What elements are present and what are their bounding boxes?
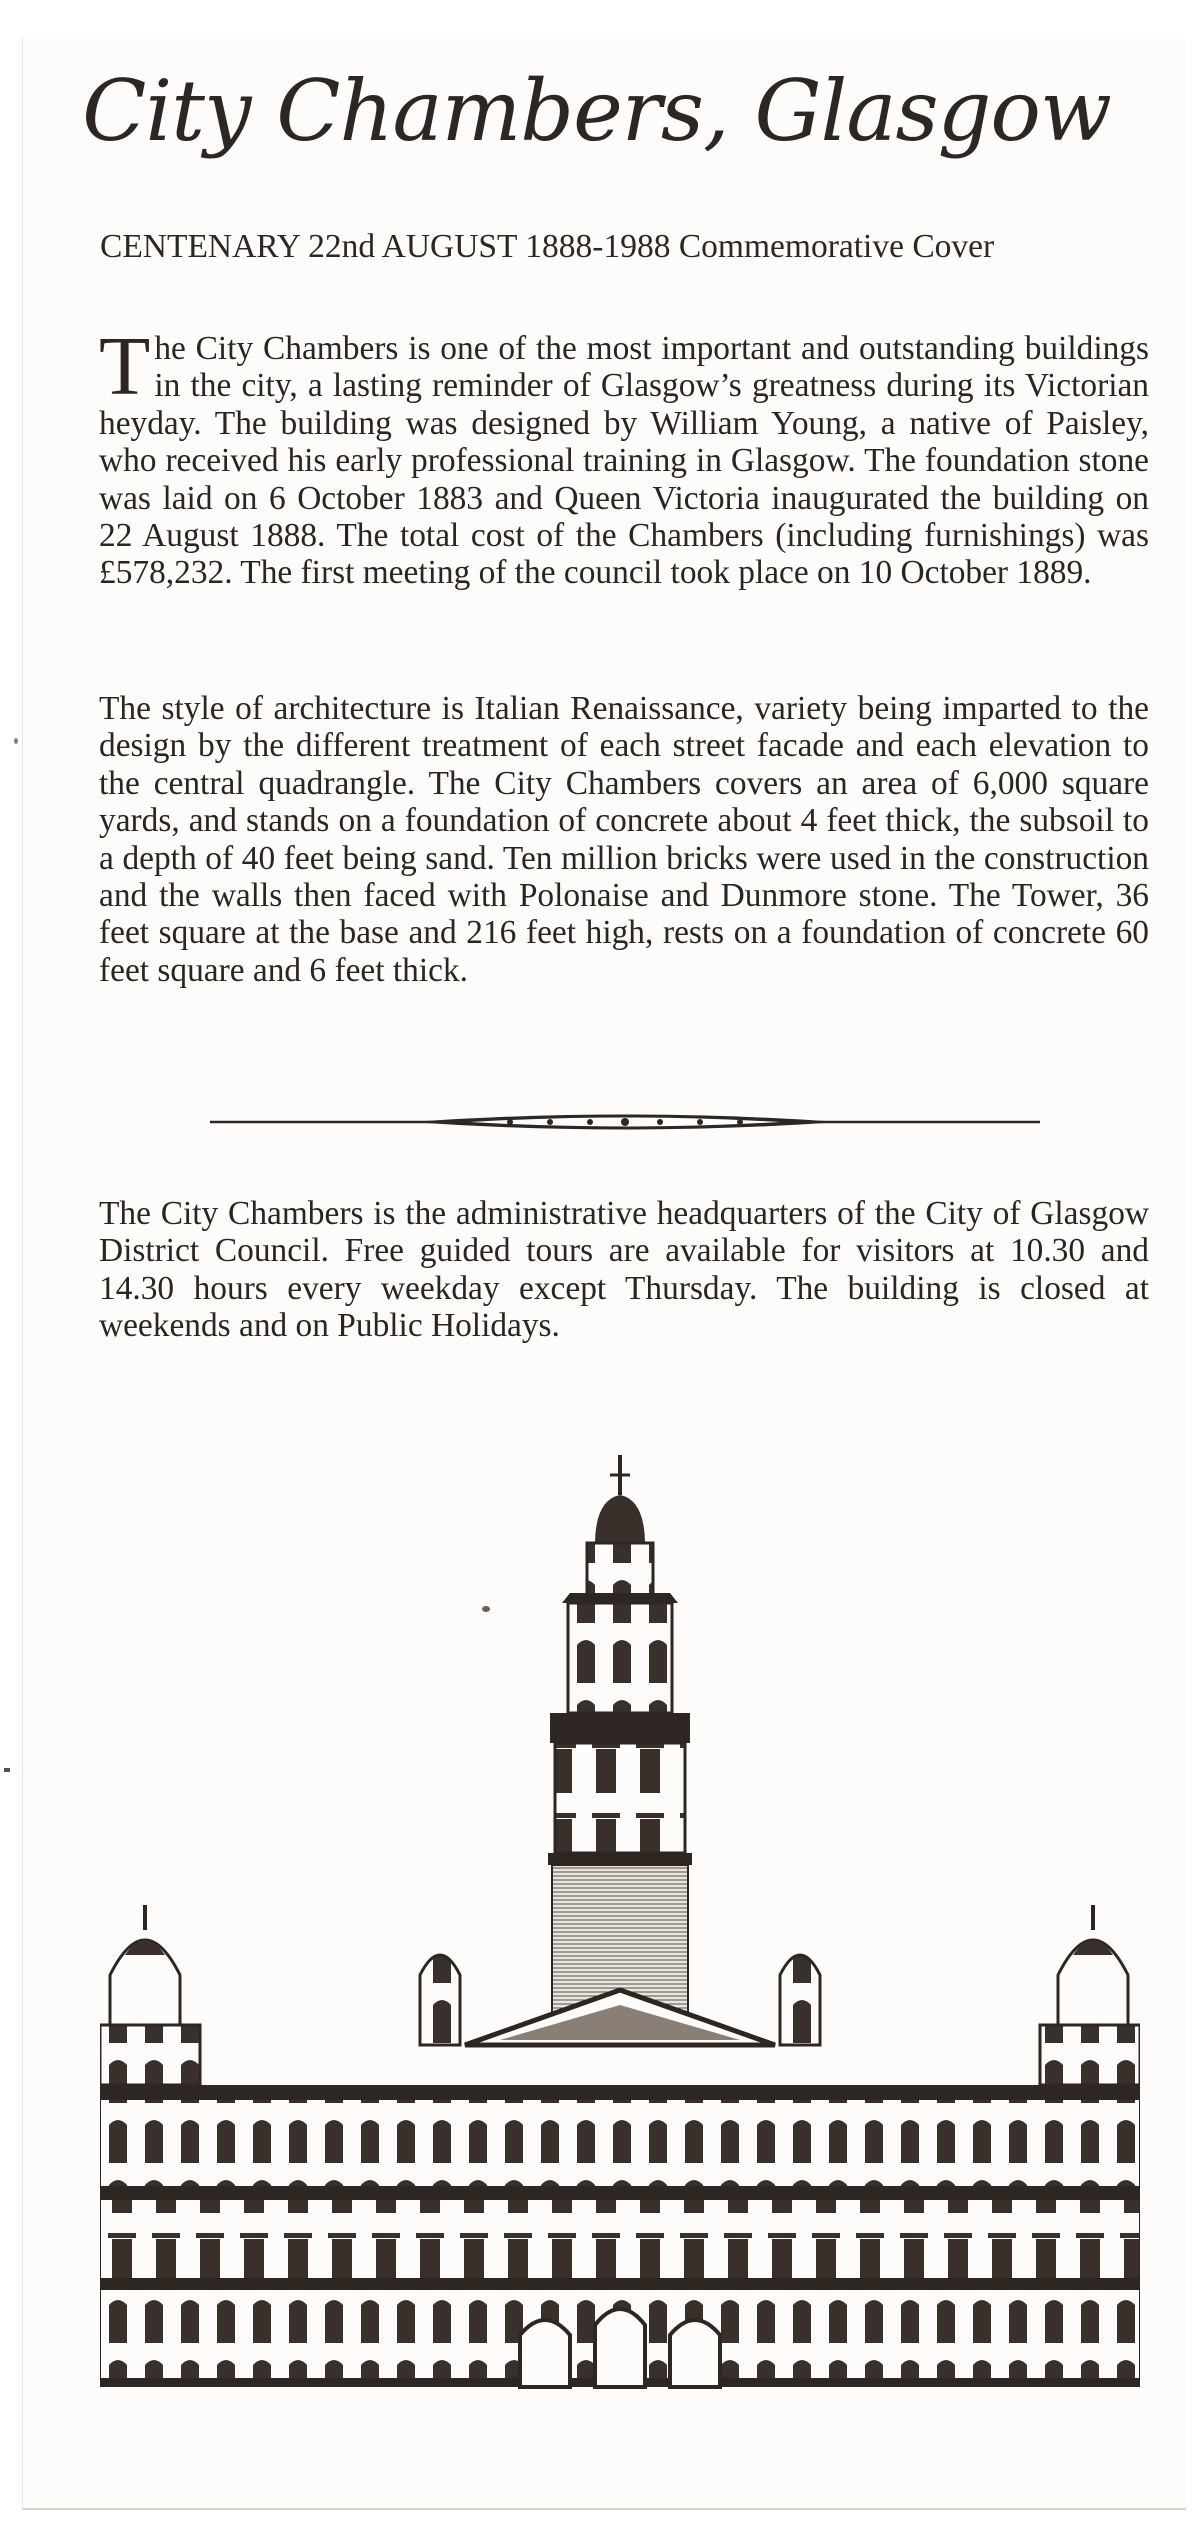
city-chambers-engraving <box>100 1455 1140 2390</box>
paper-speck <box>482 1606 490 1612</box>
ornamental-divider <box>210 1107 1040 1137</box>
architecture-paragraph: The style of architecture is Italian Renaissance, variety being imparted to the design by the different treatment of each street facade and each elevation to the central quadrangle. The City Chambers covers an area of 6,000 square yards, and stands on a foundation of concrete about 4 feet thick, the subsoil to a depth of 40 feet being sand. Ten million bricks were used in the construction and the walls then faced with Polonaise and Dunmore stone. The Tower, 36 feet square at the base and 216 feet high, rests on a foundation of concrete 60 feet square and 6 feet thick. <box>99 690 1149 989</box>
paper-speck <box>4 1768 10 1772</box>
script-title: City Chambers, Glasgow <box>82 62 1111 160</box>
drop-cap: T <box>99 320 151 413</box>
centenary-subtitle: CENTENARY 22nd AUGUST 1888-1988 Commemorative Cover <box>100 228 995 265</box>
history-text: he City Chambers is one of the most important and outstanding buildings in the city, a lasting reminder of Glasgow’s greatness during its Victorian heyday. The building was designed by William Young, a native of Paisley, who received his early professional training in Glasgow. The foundation stone was laid on 6 October 1883 and Queen Victoria inaugurated the building on 22 August 1888. The total cost of the Chambers (including furnishings) was £578,232. The first meeting of the council took place on 10 October 1889. <box>99 330 1149 592</box>
visitor-information-paragraph: The City Chambers is the administrative headquarters of the City of Glasgow District Council. Free guided tours are available for visitors at 10.30 and 14.30 hours every weekday except Thursday. The building is closed at weekends and on Public Holidays. <box>99 1195 1149 1345</box>
history-paragraph <box>99 320 1149 592</box>
paper-speck <box>14 738 18 744</box>
